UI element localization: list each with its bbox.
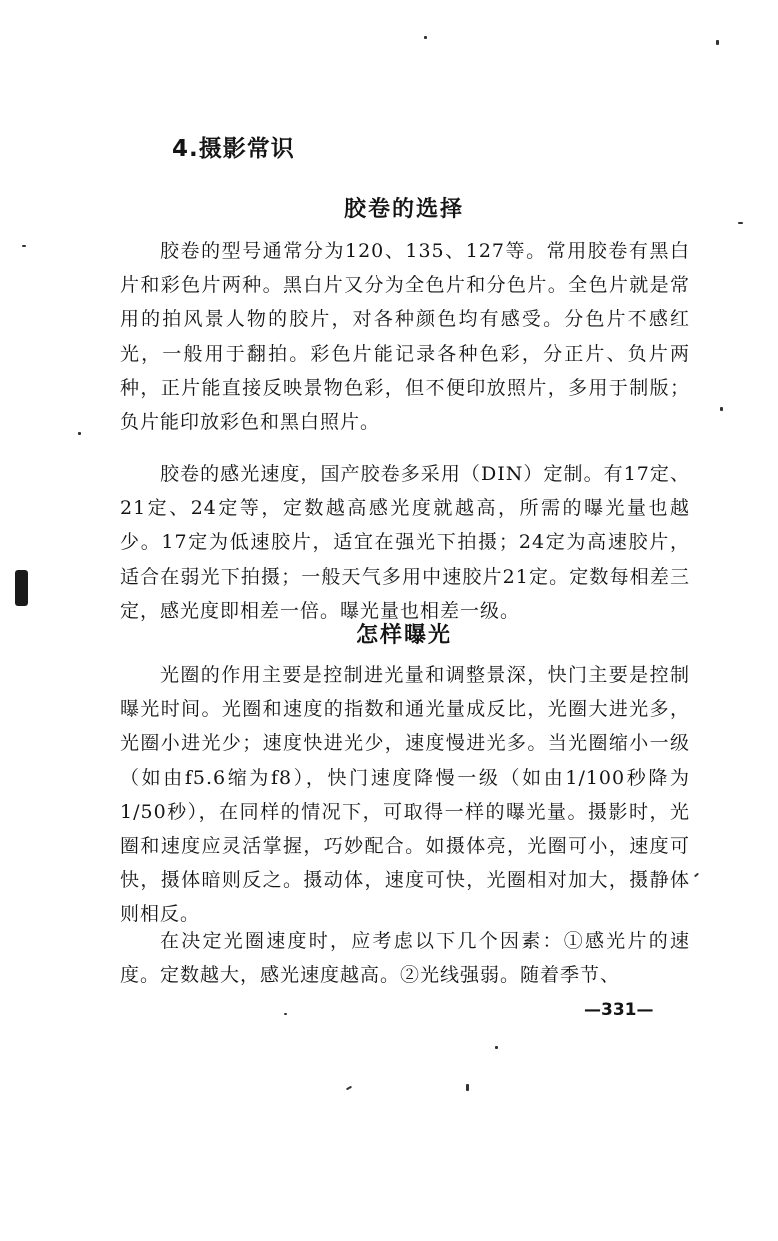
- scan-speck: [495, 1046, 498, 1049]
- page-number: —331—: [584, 1000, 654, 1020]
- scan-speck: [720, 407, 723, 411]
- subheading-exposure: 怎样曝光: [355, 623, 452, 648]
- scan-speck: [284, 1013, 287, 1015]
- paragraph-aperture-shutter: 光圈的作用主要是控制进光量和调整景深，快门主要是控制曝光时间。光圈和速度的指数和通光量成反比，光圈大进光多，光圈小进光少；速度快进光少，速度慢进光多。当光圈缩小一级（如由f5.6缩为f8），快门速度降慢一级（如由1/100秒降为1/50秒），在同样的情况下，可取得一样的曝光量。摄影时，光圈和速度应灵活掌握，巧妙配合。如摄体亮，光圈可小，速度可快，摄体暗则反之。摄动体，速度可快，光圈相对加大，摄静体则相反。: [120, 664, 690, 926]
- scan-speck: [738, 222, 743, 224]
- scan-speck: [694, 873, 699, 878]
- scan-speck: [346, 1086, 352, 1091]
- scan-speck: [22, 245, 26, 247]
- paragraph-film-speed: 胶卷的感光速度，国产胶卷多采用（DIN）定制。有17定、21定、24定等，定数越高感光度就越高，所需的曝光量也越少。17定为低速胶片，适宜在强光下拍摄；24定为高速胶片，适合在弱光下拍摄；一般天气多用中速胶片21定。定数每相差三定，感光度即相差一倍。曝光量也相差一级。: [120, 463, 690, 622]
- subheading-film-selection: 胶卷的选择: [343, 197, 464, 222]
- scan-speck: [78, 432, 81, 435]
- scan-speck: [466, 1084, 469, 1091]
- paragraph-film-types: 胶卷的型号通常分为120、135、127等。常用胶卷有黑白片和彩色片两种。黑白片又分为全色片和分色片。全色片就是常用的拍风景人物的胶片，对各种颜色均有感受。分色片不感红光，一般用于翻拍。彩色片能记录各种色彩，分正片、负片两种，正片能直接反映景物色彩，但不便印放照片，多用于制版；负片能印放彩色和黑白照片。: [120, 240, 690, 434]
- binding-mark: [15, 570, 28, 606]
- paragraph-exposure-factors: 在决定光圈速度时，应考虑以下几个因素：①感光片的速度。定数越大，感光速度越高。②光线强弱。随着季节、: [120, 930, 690, 987]
- section-title: 4.摄影常识: [172, 136, 295, 162]
- scan-speck: [424, 36, 427, 39]
- scan-speck: [716, 40, 719, 45]
